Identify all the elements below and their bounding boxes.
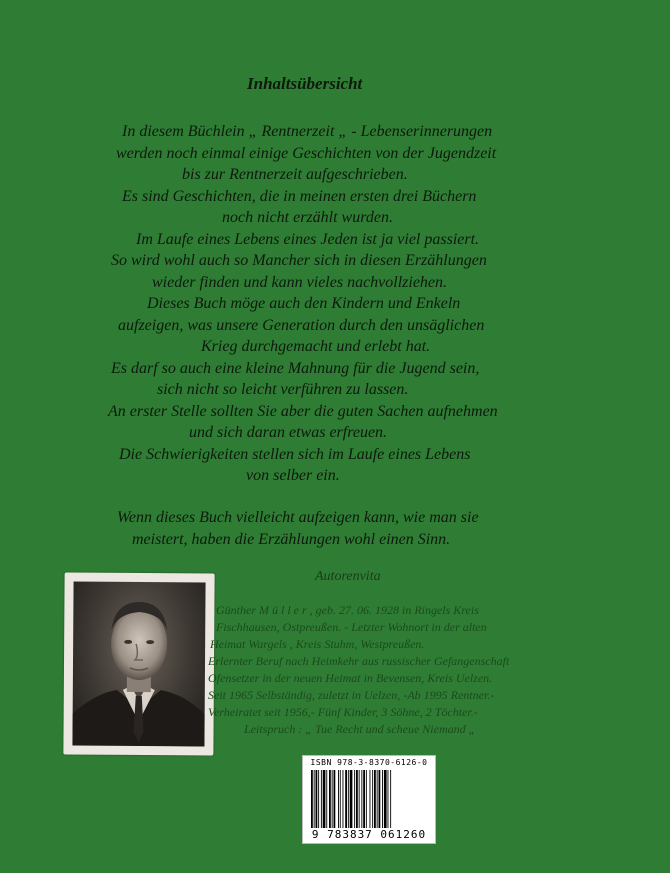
overview-line: aufzeigen, was unsere Generation durch den unsäglichen [118, 317, 485, 334]
barcode-bar [361, 770, 362, 828]
overview-line: meistert, haben die Erzählungen wohl einen Sinn. [132, 531, 451, 548]
barcode-bar [366, 770, 367, 828]
barcode-bar [332, 770, 333, 828]
barcode-bars [311, 770, 427, 828]
barcode-bar [382, 770, 383, 828]
barcode-bar [390, 770, 391, 828]
overview-line: noch nicht erzählt wurden. [222, 209, 393, 226]
author-bio-line: Leitspruch : „ Tue Recht und scheue Niemand „ [244, 722, 476, 736]
barcode-bar [343, 770, 344, 828]
barcode-bar [314, 770, 315, 828]
author-bio-line: Verheiratet seit 1956,- Fünf Kinder, 3 Söhne, 2 Töchter.- [208, 705, 478, 719]
isbn-barcode [302, 755, 436, 844]
author-bio-line: Heimat Wargels , Kreis Stuhm, Westpreußen. [210, 637, 425, 651]
overview-line: und sich daran etwas erfreuen. [189, 424, 388, 441]
barcode-bar [388, 770, 389, 828]
overview-line: wieder finden und kann vieles nachvollziehen. [152, 274, 448, 291]
author-bio-line: Günther M ü l l e r , geb. 27. 06. 1928 in Ringels Kreis [216, 603, 479, 617]
overview-line: Im Laufe eines Lebens eines Jeden ist ja viel passiert. [136, 231, 480, 248]
barcode-bar [359, 770, 360, 828]
barcode-bar [374, 770, 376, 828]
overview-line: Wenn dieses Buch vielleicht aufzeigen kann, wie man sie [117, 509, 479, 526]
barcode-bar [323, 770, 326, 828]
barcode-bar [384, 770, 387, 828]
overview-title: Inhaltsübersicht [247, 74, 363, 93]
barcode-bar [329, 770, 331, 828]
overview-line: Krieg durchgemacht und erlebt hat. [201, 338, 431, 355]
author-portrait-image [72, 582, 205, 747]
overview-line: sich nicht so leicht verführen zu lassen. [157, 381, 409, 398]
barcode-bar [334, 770, 336, 828]
isbn-label: ISBN 978-3-8370-6126-0 [310, 758, 428, 767]
barcode-bar [379, 770, 381, 828]
author-heading: Autorenvita [315, 569, 381, 584]
overview-line: werden noch einmal einige Geschichten von der Jugendzeit [116, 145, 497, 162]
barcode-bar [326, 770, 327, 828]
author-bio-line: Erlernter Beruf nach Heimkehr aus russischer Gefangenschaft [208, 654, 510, 668]
barcode-bar [338, 770, 339, 828]
barcode-bar [345, 770, 347, 828]
barcode-bar [372, 770, 373, 828]
overview-line: von selber ein. [246, 467, 340, 484]
barcode-bar [377, 770, 378, 828]
barcode-bar [318, 770, 319, 828]
barcode-bar [321, 770, 322, 828]
barcode-bar [311, 770, 313, 828]
author-bio-line: Seit 1965 Selbständig, zuletzt in Uelzen, -Ab 1995 Rentner.- [208, 688, 495, 702]
author-photo [63, 572, 214, 755]
overview-line: bis zur Rentnerzeit aufgeschrieben. [182, 166, 408, 183]
barcode-bar [348, 770, 349, 828]
author-bio-line: Fischhausen, Ostpreußen. - Letzter Wohnort in der alten [216, 620, 487, 634]
barcode-bar [363, 770, 365, 828]
overview-line: An erster Stelle sollten Sie aber die guten Sachen aufnehmen [108, 403, 498, 420]
overview-line: Es sind Geschichten, die in meinen ersten drei Büchern [122, 188, 477, 205]
barcode-bar [350, 770, 353, 828]
barcode-bar [356, 770, 358, 828]
author-bio-line: Ofensetzer in der neuen Heimat in Bevensen, Kreis Uelzen. [208, 671, 493, 685]
barcode-bar [316, 770, 318, 828]
barcode-bar [340, 770, 341, 828]
barcode-bar [370, 770, 371, 828]
overview-line: Die Schwierigkeiten stellen sich im Laufe eines Lebens [119, 446, 471, 463]
overview-line: Es darf so auch eine kleine Mahnung für die Jugend sein, [111, 360, 480, 377]
overview-line: In diesem Büchlein „ Rentnerzeit „ - Lebenserinnerungen [122, 123, 493, 140]
ean-number: 9 783837 061260 [311, 828, 427, 841]
barcode-bar [354, 770, 355, 828]
overview-line: So wird wohl auch so Mancher sich in diesen Erzählungen [111, 252, 487, 269]
overview-line: Dieses Buch möge auch den Kindern und Enkeln [147, 295, 461, 312]
